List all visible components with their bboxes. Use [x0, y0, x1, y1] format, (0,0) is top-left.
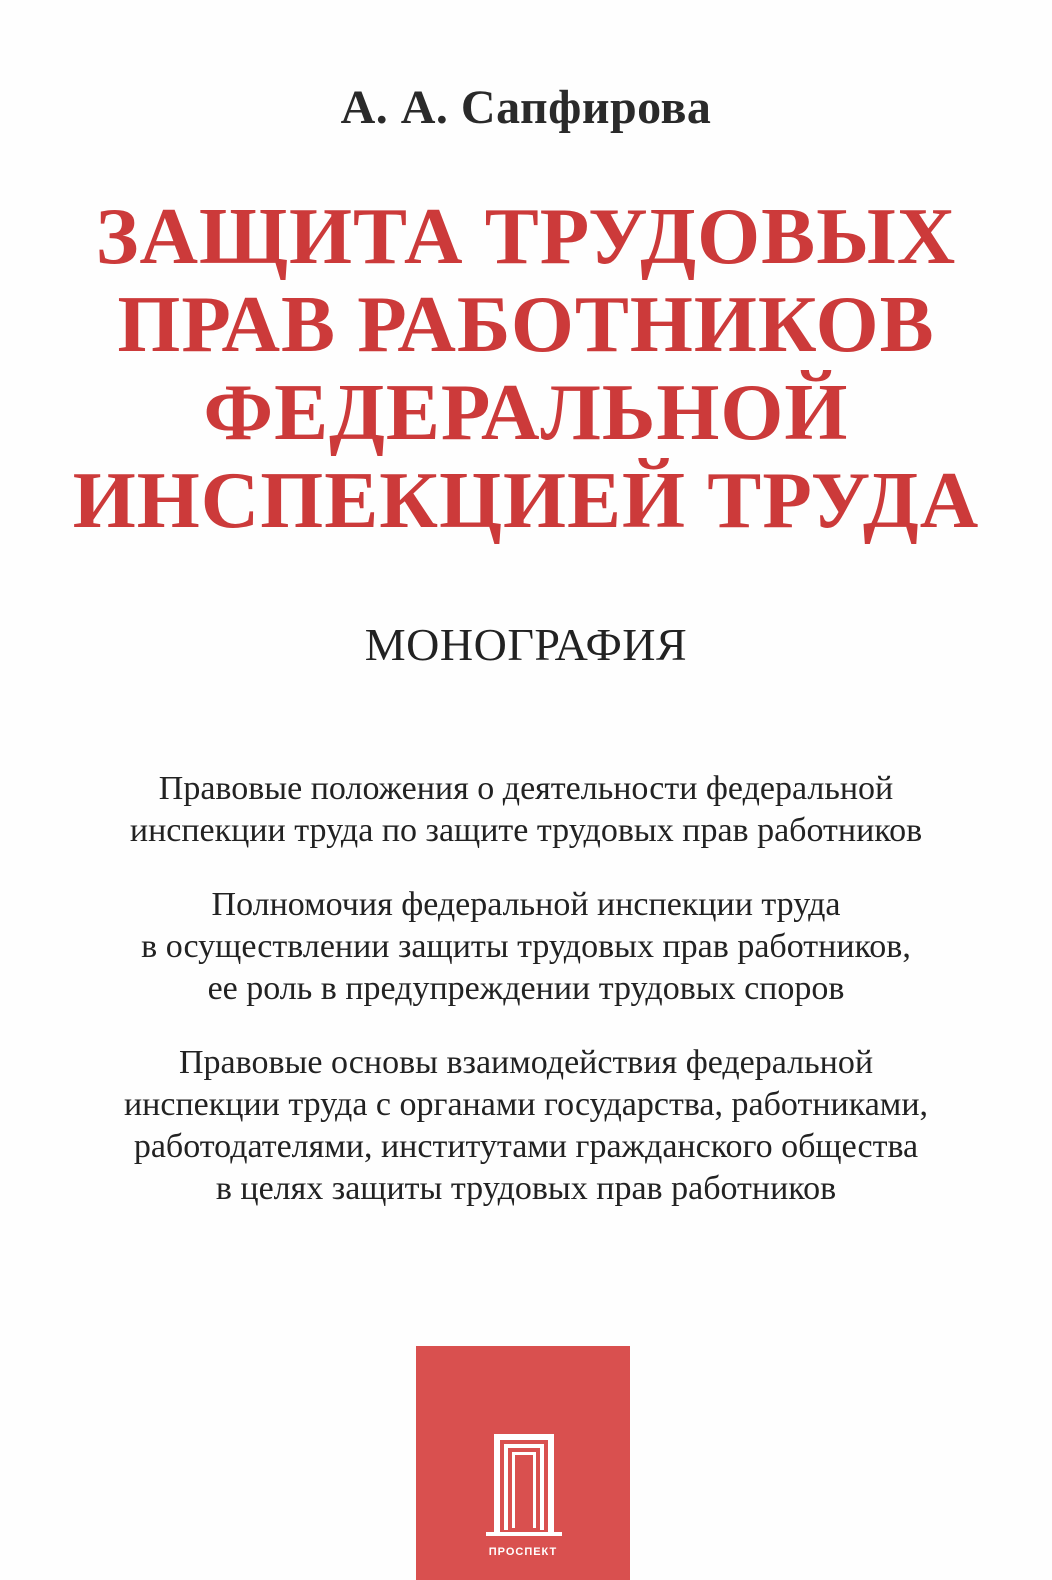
publisher-name: ПРОСПЕКТ: [488, 1546, 558, 1558]
title-line: ИНСПЕКЦИЕЙ ТРУДА: [72, 455, 980, 545]
title-line: ФЕДЕРАЛЬНОЙ: [203, 367, 849, 457]
topic-line: Правовые положения о деятельности федеральной: [158, 770, 894, 807]
topic-3: [0, 1042, 1052, 1210]
topic-line: в целях защиты трудовых прав работников: [215, 1170, 837, 1207]
publisher-logo: [416, 1346, 630, 1580]
topic-line: в осуществлении защиты трудовых прав работников,: [141, 928, 911, 965]
topic-line: инспекции труда с органами государства, работниками,: [123, 1086, 929, 1123]
topic-2: [0, 884, 1052, 1010]
topic-line: работодателями, институтами гражданского общества: [133, 1128, 919, 1165]
portal-icon: [416, 1346, 630, 1580]
genre-label: МОНОГРАФИЯ: [364, 619, 688, 670]
title-line: ПРАВ РАБОТНИКОВ: [117, 279, 935, 369]
topic-line: инспекции труда по защите трудовых прав работников: [129, 812, 923, 849]
title-line: ЗАЩИТА ТРУДОВЫХ: [95, 191, 957, 281]
topic-line: Полномочия федеральной инспекции труда: [211, 886, 841, 923]
book-title: [0, 192, 1052, 544]
topic-line: Правовые основы взаимодействия федеральной: [178, 1044, 874, 1081]
topics-list: [0, 768, 1052, 1242]
author-name: А. А. Сапфирова: [340, 81, 712, 134]
topic-1: [0, 768, 1052, 852]
topic-line: ее роль в предупреждении трудовых споров: [207, 970, 845, 1007]
